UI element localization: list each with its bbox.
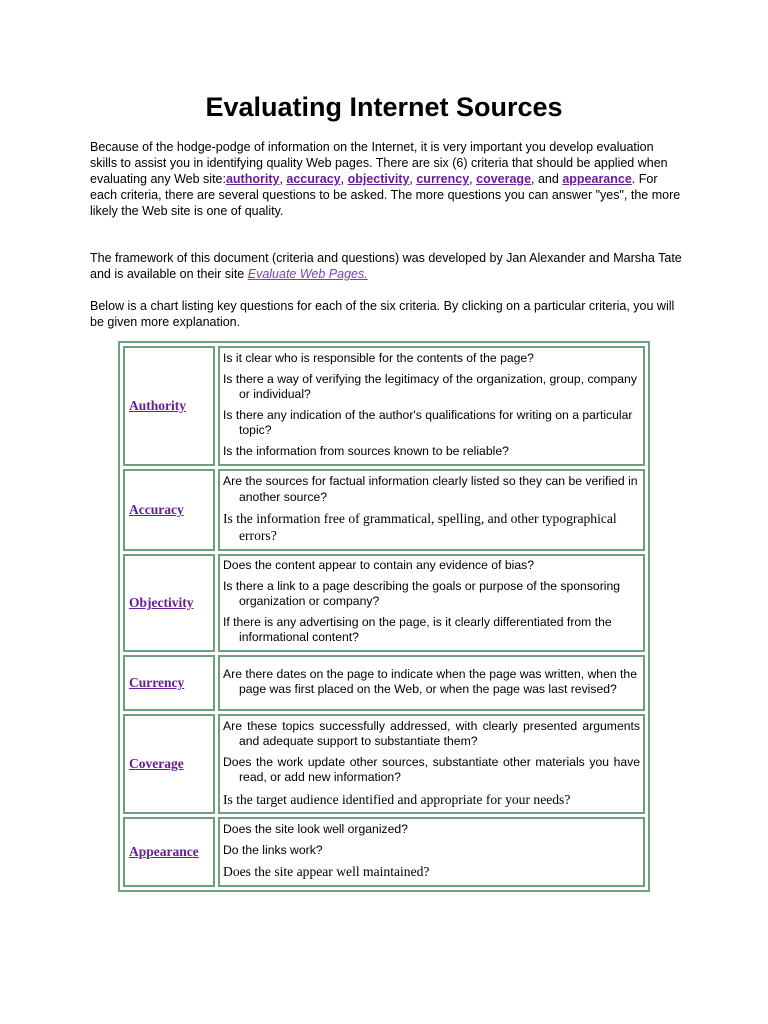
framework-paragraph (90, 250, 682, 282)
table-row (123, 346, 645, 466)
question-text: If there is any advertising on the page, is it clearly differentiated from the informational content? (223, 614, 612, 645)
evaluate-web-pages-link[interactable]: Evaluate Web Pages. (247, 267, 368, 281)
table-row (123, 817, 645, 887)
keyword-currency-link[interactable]: currency (416, 172, 470, 186)
question-text: Are these topics successfully addressed, with clearly presented arguments and adequate support to substantiate them? (223, 718, 640, 748)
criteria-objectivity-link[interactable]: Objectivity (129, 595, 194, 610)
question-text: Does the site look well organized? (223, 822, 408, 836)
question-text: Does the work update other sources, substantiate other materials you have read, or add new information? (223, 754, 640, 784)
questions-cell (218, 817, 645, 887)
keyword-coverage-link[interactable]: coverage (476, 172, 532, 186)
questions-cell (218, 714, 645, 814)
criteria-name-cell (123, 655, 215, 711)
questions-cell (218, 554, 645, 652)
criteria-name-cell (123, 554, 215, 652)
page-title: Evaluating Internet Sources (205, 92, 563, 122)
criteria-name-cell (123, 346, 215, 466)
framework-text: The framework of this document (criteria and questions) was developed by Jan Alexander and Marsha Tate and is available on their site (90, 251, 682, 281)
chart-intro-paragraph: Below is a chart listing key questions for each of the six criteria. By clicking on a particular criteria, you will be given more explanation. (90, 299, 675, 329)
table-row (123, 655, 645, 711)
question-text: Is the target audience identified and appropriate for your needs? (223, 791, 571, 807)
keyword-accuracy-link[interactable]: accuracy (286, 172, 341, 186)
intro-text: Because of the hodge-podge of information on the Internet, it is very important you develop evaluation skills to assist you in identifying quality Web pages. There are six (6) criteria that should be applied when evaluating any Web site: (90, 140, 668, 186)
table-row (123, 554, 645, 652)
criteria-coverage-link[interactable]: Coverage (129, 756, 184, 771)
criteria-name-cell (123, 714, 215, 814)
table-row (123, 714, 645, 814)
criteria-accuracy-link[interactable]: Accuracy (129, 502, 184, 517)
keyword-appearance-link[interactable]: appearance (562, 172, 632, 186)
criteria-currency-link[interactable]: Currency (129, 675, 185, 690)
question-text: Does the content appear to contain any evidence of bias? (223, 558, 534, 573)
criteria-table (118, 341, 650, 892)
criteria-appearance-link[interactable]: Appearance (129, 844, 199, 859)
keyword-authority-link[interactable]: authority (225, 172, 280, 186)
question-text: Is there any indication of the author's qualifications for writing on a particular topic? (223, 407, 633, 437)
criteria-name-cell (123, 817, 215, 887)
question-text: Is there a link to a page describing the goals or purpose of the sponsoring organization or company? (223, 578, 621, 609)
question-text: Is there a way of verifying the legitimacy of the organization, group, company or individual? (223, 371, 637, 401)
question-text: Does the site appear well maintained? (223, 864, 430, 879)
question-text: Is the information from sources known to be reliable? (223, 443, 509, 458)
question-text: Are the sources for factual information clearly listed so they can be verified in another source? (223, 474, 638, 504)
keyword-objectivity-link[interactable]: objectivity (347, 172, 410, 186)
questions-cell (218, 655, 645, 711)
questions-cell (218, 469, 645, 551)
intro-paragraph: Because of the hodge-podge of information on the Internet, it is very important you develop evaluation skills to assist you in identifying quality Web pages. There are six (6) criteria that should be applied when evaluating any Web site:authority, accuracy, objectivity, currency, coverage, and appearance. For each criteria, there are several questions to be asked. The more questions you can answer "yes", the more likely the Web site is one of quality. (90, 140, 681, 218)
criteria-authority-link[interactable]: Authority (129, 398, 186, 413)
question-text: Do the links work? (223, 842, 323, 857)
question-text: Are there dates on the page to indicate when the page was written, when the page was first placed on the Web, or when the page was last revised? (223, 666, 637, 696)
criteria-name-cell (123, 469, 215, 551)
table-row (123, 469, 645, 551)
question-text: Is the information free of grammatical, spelling, and other typographical errors? (223, 511, 617, 543)
questions-cell (218, 346, 645, 466)
question-text: Is it clear who is responsible for the contents of the page? (223, 351, 534, 365)
